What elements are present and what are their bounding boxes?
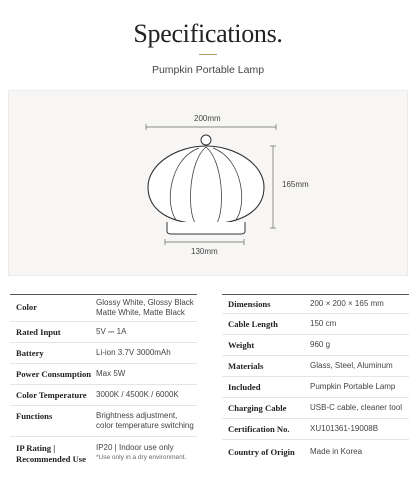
lamp-knob [201,135,211,145]
spec-label: Rated Input [16,327,61,337]
spec-row-certification [222,419,409,440]
spec-label: Weight [228,340,255,350]
spec-value: Made in Korea [310,447,363,456]
width-label: 200mm [194,114,221,123]
spec-row-cable-length [222,314,409,335]
spec-row-included [222,377,409,398]
spec-note: *Use only in a dry environment. [96,454,187,461]
spec-value: XU101361-19008B [310,424,379,433]
height-label: 165mm [282,180,309,189]
title-divider [199,54,217,55]
page-title: Specifications. [133,19,283,48]
spec-row-power [10,364,197,385]
spec-column-right [222,294,409,468]
spec-value: 150 cm [310,319,337,328]
product-name: Pumpkin Portable Lamp [151,64,265,76]
dimension-diagram [8,90,408,276]
spec-label: Cable Length [228,319,278,329]
spec-label: Battery [16,348,44,358]
spec-row-rated-input [10,322,197,343]
spec-row-dimensions [222,294,409,314]
spec-value: Max 5W [96,369,126,378]
spec-column-left [10,294,197,473]
spec-value: Glossy White, Glossy Black Matte White, Matte Black [96,298,194,317]
spec-row-origin [222,440,409,468]
spec-value: Pumpkin Portable Lamp [310,382,396,391]
spec-label: Power Consumption [16,369,92,379]
spec-value: Glass, Steel, Aluminum [310,361,393,370]
spec-label: Functions [16,411,53,421]
spec-row-charging-cable [222,398,409,419]
spec-row-materials [222,356,409,377]
spec-label: Charging Cable [228,403,287,413]
spec-label: Certification No. [228,424,290,434]
lamp-shade [148,146,264,224]
spec-value: Brightness adjustment, color temperature switching [96,411,194,430]
spec-value: 200 × 200 × 165 mm [310,299,384,308]
spec-label: Color Temperature [16,390,87,400]
spec-label: Included [228,382,261,392]
spec-value-group [96,443,195,463]
spec-label: Color [16,302,38,312]
spec-row-battery [10,343,197,364]
spec-row-ip-rating [10,437,197,473]
spec-value: Li-ion 3.7V 3000mAh [96,348,171,357]
spec-value: 960 g [310,340,331,349]
spec-label: Materials [228,361,264,371]
spec-value: IP20 | Indoor use only [96,443,174,452]
spec-value: 3000K / 4500K / 6000K [96,390,179,399]
spec-value: USB-C cable, cleaner tool [310,403,403,412]
spec-label: Dimensions [228,299,271,309]
base-width-label: 130mm [191,247,218,256]
spec-label: IP Rating | Recommended Use [16,443,86,464]
spec-row-color-temperature [10,385,197,406]
spec-row-color [10,294,197,322]
spec-row-functions [10,406,197,437]
lamp-base [167,222,245,234]
spec-value: 5V ⎓ 1A [96,327,127,336]
spec-row-weight [222,335,409,356]
spec-label: Country of Origin [228,447,295,457]
